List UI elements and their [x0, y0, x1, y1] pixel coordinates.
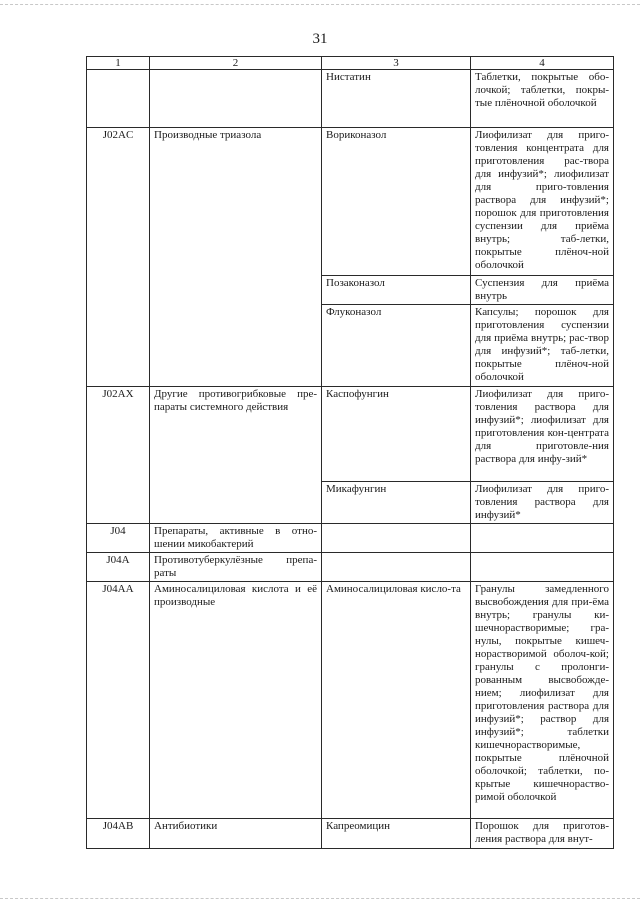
- table-row: [87, 524, 614, 553]
- atc-code-cell: J02AC: [87, 128, 150, 387]
- table-row: [87, 387, 614, 482]
- table-header-row: [87, 57, 614, 70]
- column-header: 2: [150, 57, 322, 70]
- dosage-form-cell: Таблетки, покрытые обо-лочкой; таблетки, покры-тые плёночной оболочкой: [471, 70, 614, 128]
- dosage-form-cell: Лиофилизат для приго-товления раствора для инфузий*; лиофилизат для приготовления кон-центрата для приготовле-ния раствора для инфу-зий*: [471, 387, 614, 482]
- table-row: [87, 70, 614, 128]
- group-cell: Противотуберкулёзные препа-раты: [150, 553, 322, 582]
- drug-name-cell: Микафунгин: [322, 482, 471, 524]
- group-cell: [150, 70, 322, 128]
- column-header: 3: [322, 57, 471, 70]
- dosage-form-cell: Порошок для приготов-ления раствора для внут-: [471, 819, 614, 849]
- drug-name-cell: Нистатин: [322, 70, 471, 128]
- dosage-form-cell: Лиофилизат для приго-товления концентрата для приготовления рас-твора для инфузий*; лиофилизат для приго-товления раствора для инфузий*; порошок для приготовления суспензии для приёма внутрь; таб-летки, покрытые плёноч-ной оболочкой: [471, 128, 614, 276]
- table-row: [87, 582, 614, 819]
- atc-code-cell: J02AX: [87, 387, 150, 524]
- table-row: [87, 819, 614, 849]
- atc-code-cell: J04AA: [87, 582, 150, 819]
- group-cell: Антибиотики: [150, 819, 322, 849]
- column-header: 4: [471, 57, 614, 70]
- drug-name-cell: Капреомицин: [322, 819, 471, 849]
- atc-code-cell: [87, 70, 150, 128]
- dosage-form-cell: Лиофилизат для приго-товления раствора для инфузий*: [471, 482, 614, 524]
- atc-code-cell: J04A: [87, 553, 150, 582]
- dosage-form-cell: [471, 524, 614, 553]
- drug-name-cell: Вориконазол: [322, 128, 471, 276]
- table-row: [87, 553, 614, 582]
- drug-name-cell: Каспофунгин: [322, 387, 471, 482]
- scan-edge-top: [0, 4, 640, 5]
- drug-name-cell: [322, 553, 471, 582]
- dosage-form-cell: Гранулы замедленного высвобождения для при-ёма внутрь; гранулы ки-шечнорастворимые; гра-нулы, покрытые кишеч-норастворимой оболоч-кой; гранулы с пролонги-рованным высвобожде-нием; лиофилизат для приготовления раствора для инфузий*; раствор для инфузий*; таблетки кишечнорастворимые, покрытые плёночной оболочкой; таблетки, по-крытые кишечнораство-римой оболочкой: [471, 582, 614, 819]
- atc-code-cell: J04AB: [87, 819, 150, 849]
- scan-edge-bottom: [0, 898, 640, 899]
- medication-table: [86, 56, 614, 849]
- group-cell: Другие противогрибковые пре-параты системного действия: [150, 387, 322, 524]
- table-row: [87, 128, 614, 276]
- drug-name-cell: [322, 524, 471, 553]
- atc-code-cell: J04: [87, 524, 150, 553]
- page-number: 31: [312, 31, 328, 47]
- dosage-form-cell: [471, 553, 614, 582]
- dosage-form-cell: Капсулы; порошок для приготовления суспензии для приёма внутрь; рас-твор для инфузий*; таб-летки, покрытые плёноч-ной оболочкой: [471, 305, 614, 387]
- group-cell: Препараты, активные в отно-шении микобактерий: [150, 524, 322, 553]
- group-cell: Производные триазола: [150, 128, 322, 387]
- dosage-form-cell: Суспензия для приёма внутрь: [471, 276, 614, 305]
- drug-name-cell: Флуконазол: [322, 305, 471, 387]
- group-cell: Аминосалициловая кислота и её производные: [150, 582, 322, 819]
- column-header: 1: [87, 57, 150, 70]
- drug-name-cell: Позаконазол: [322, 276, 471, 305]
- drug-name-cell: Аминосалициловая кисло-та: [322, 582, 471, 819]
